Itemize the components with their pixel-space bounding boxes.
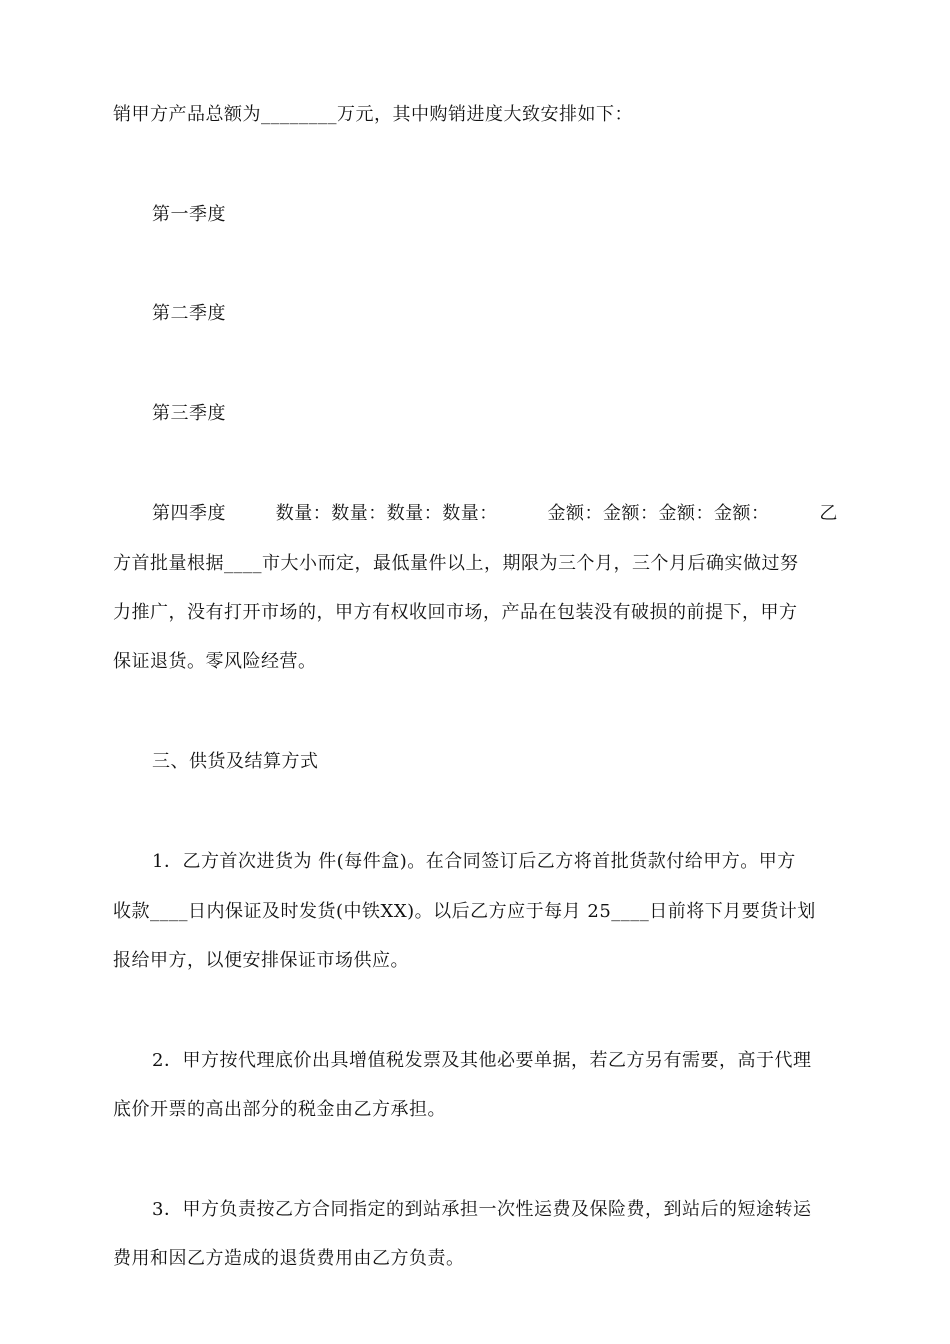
text-line-para-a-3: 力推广，没有打开市场的，甲方有权收回市场，产品在包装没有破损的前提下，甲方 [113,602,798,623]
text-line-q3: 第三季度 [152,403,226,424]
text-line-q2: 第二季度 [152,303,226,324]
text-line-item1-1: 1．乙方首次进货为 件(每件盒)。在合同签订后乙方将首批货款付给甲方。甲方 [152,851,796,872]
text-line-para-a-4: 保证退货。零风险经营。 [113,651,317,672]
text-line-item2-1: 2．甲方按代理底价出具增值税发票及其他必要单据，若乙方另有需要，高于代理 [152,1050,812,1071]
text-line-sales-total: 销甲方产品总额为________万元，其中购销进度大致安排如下： [113,104,633,125]
text-line-q4-row: 第四季度 数量：数量：数量：数量： 金额：金额：金额：金额： 乙 [152,503,838,524]
text-line-q1: 第一季度 [152,204,226,225]
text-line-para-a-2: 方首批量根据____市大小而定，最低量件以上，期限为三个月，三个月后确实做过努 [113,553,799,574]
text-line-item3-1: 3．甲方负责按乙方合同指定的到站承担一次性运费及保险费，到站后的短途转运 [152,1199,812,1220]
text-line-item2-2: 底价开票的高出部分的税金由乙方承担。 [113,1099,446,1120]
text-line-item1-2: 收款____日内保证及时发货(中铁XX)。以后乙方应于每月 25____日前将下月要货计划 [113,901,816,922]
section-heading-supply-settlement: 三、供货及结算方式 [152,751,319,772]
text-line-item1-3: 报给甲方，以便安排保证市场供应。 [113,950,409,971]
text-line-item3-2: 费用和因乙方造成的退货费用由乙方负责。 [113,1248,465,1269]
